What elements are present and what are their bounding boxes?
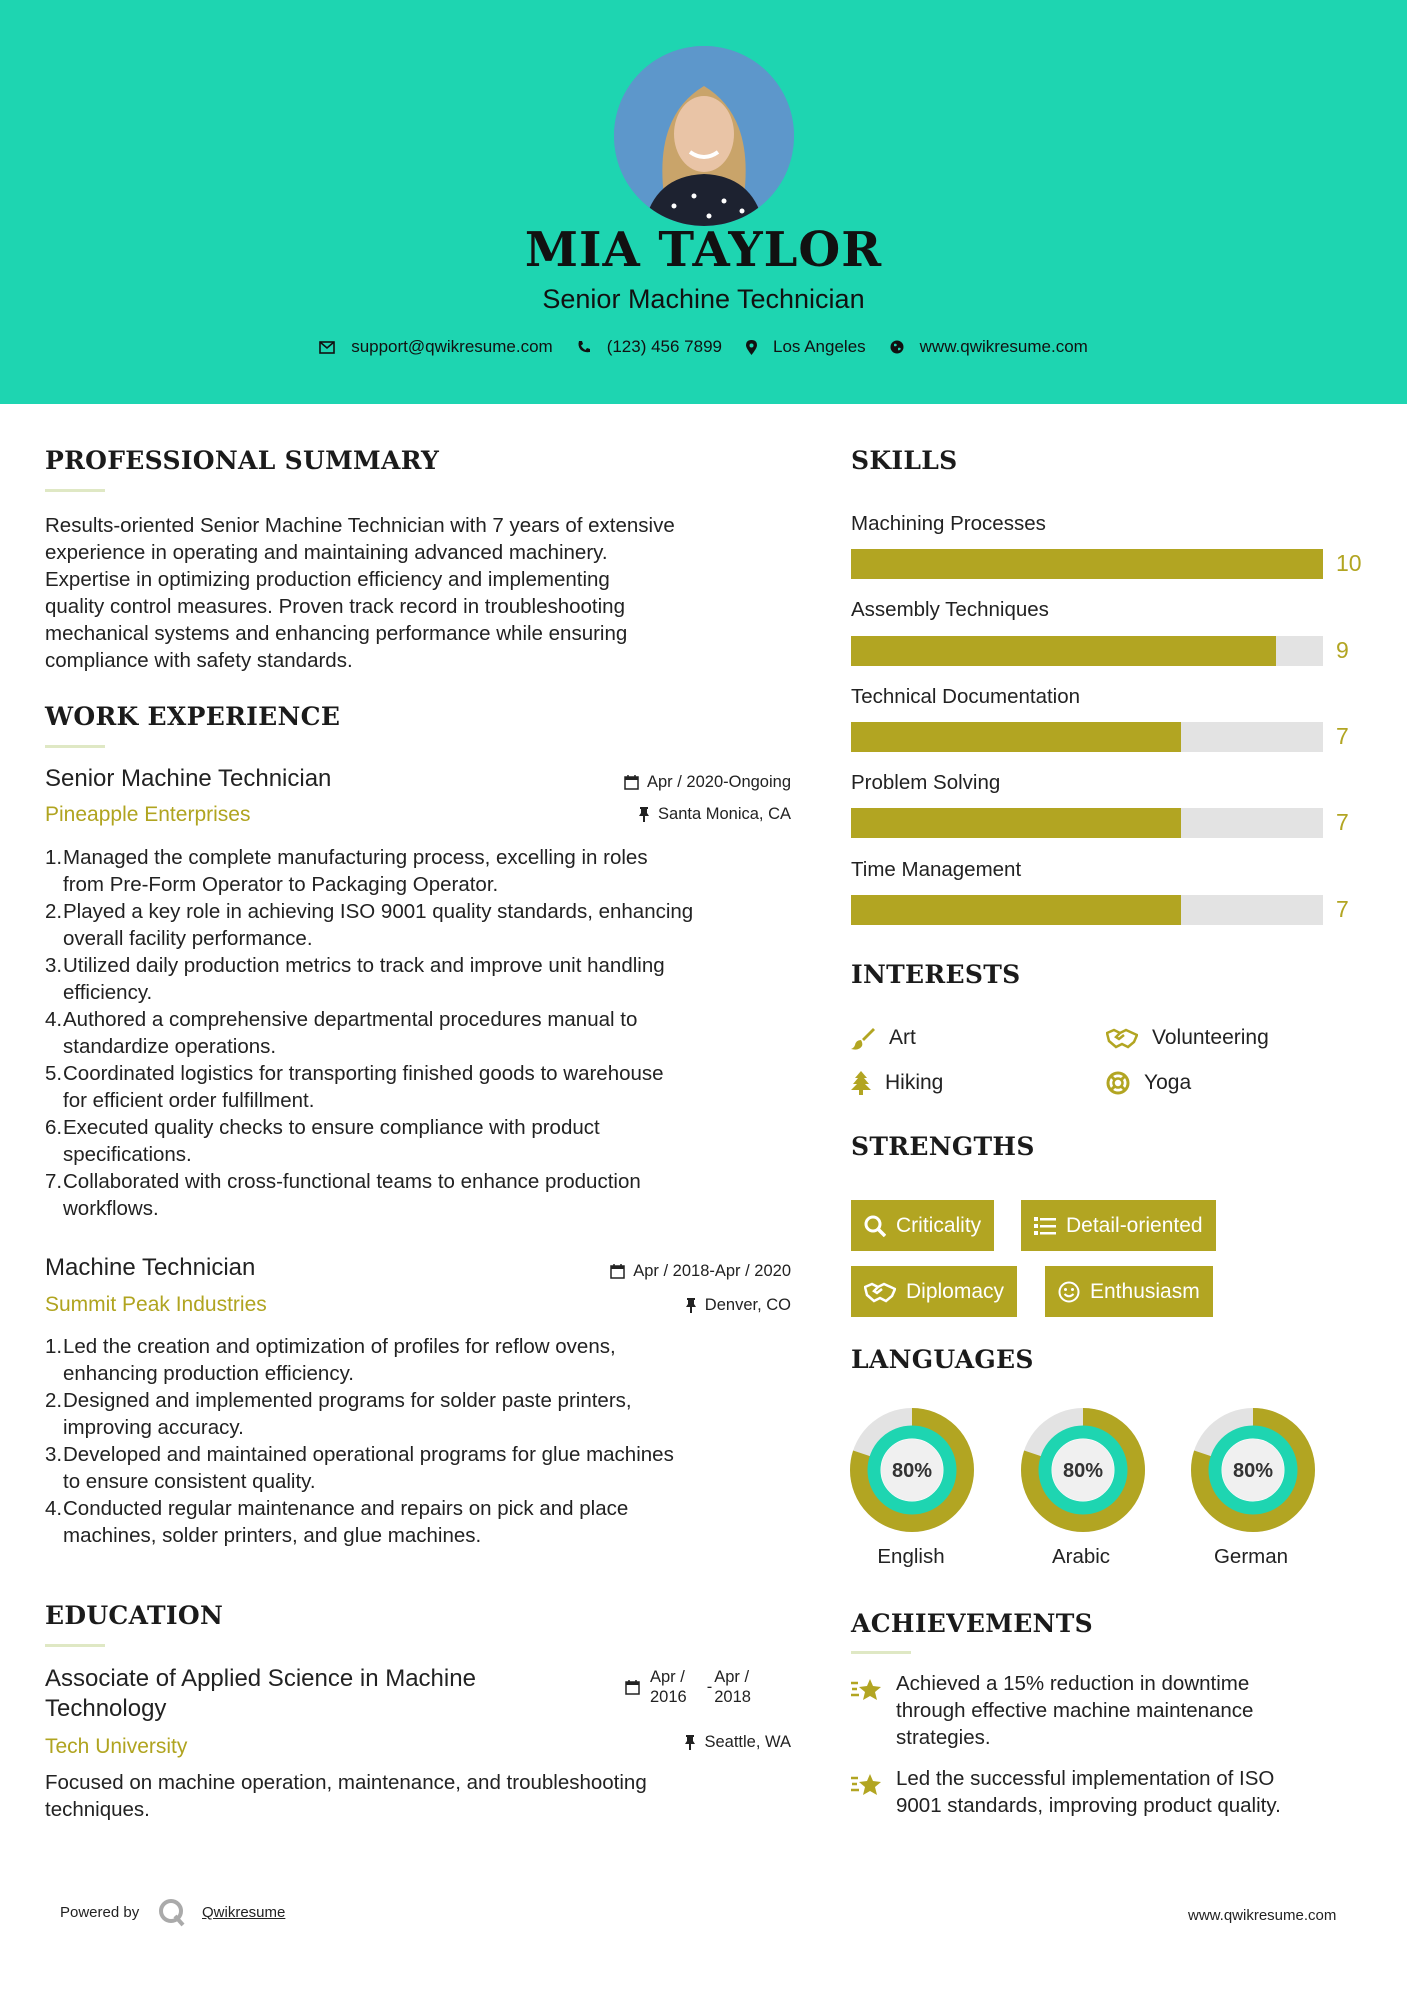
- list-number: 2.: [45, 900, 63, 923]
- summary-text: [45, 512, 675, 674]
- smile-icon: [1058, 1281, 1080, 1303]
- search-icon: [864, 1215, 886, 1237]
- language-percent: 80%: [1232, 1460, 1274, 1482]
- list-item: [45, 1168, 795, 1222]
- calendar-icon: [624, 775, 639, 790]
- summary-line: Results-oriented Senior Machine Technician with 7 years of extensive: [45, 514, 675, 537]
- skill-name: Time Management: [851, 858, 1022, 881]
- handshake-icon: [864, 1281, 896, 1303]
- list-line: Utilized daily production metrics to track and improve unit handling: [63, 954, 665, 977]
- list-item: [45, 844, 795, 898]
- degree-line: Associate of Applied Science in Machine: [45, 1665, 476, 1692]
- handshake-icon: [1106, 1027, 1138, 1049]
- education-start-line: 2016: [650, 1688, 687, 1706]
- star-icon: [851, 1772, 883, 1798]
- list-number: 7.: [45, 1170, 63, 1193]
- list-line: for efficient order fulfillment.: [63, 1089, 315, 1112]
- skill-bar: [851, 895, 1323, 925]
- phone-icon: [577, 340, 591, 354]
- achievements-divider: [851, 1651, 911, 1654]
- strength-chip: [851, 1266, 1017, 1317]
- skill-name: Machining Processes: [851, 512, 1046, 535]
- summary-line: mechanical systems and enhancing performance while ensuring: [45, 622, 628, 645]
- candidate-role: Senior Machine Technician: [542, 284, 865, 314]
- interest-label: Volunteering: [1152, 1026, 1269, 1049]
- interest-item: [1106, 1071, 1191, 1095]
- list-line: efficiency.: [63, 981, 153, 1004]
- list-line: Executed quality checks to ensure compliance with product: [63, 1116, 600, 1139]
- achievement-line: through effective machine maintenance: [896, 1699, 1254, 1722]
- skill-value: 7: [1336, 723, 1349, 749]
- list-line: overall facility performance.: [63, 927, 313, 950]
- contact-phone-text: (123) 456 7899: [606, 337, 723, 356]
- language-donut: [1021, 1408, 1145, 1532]
- strengths-title: STRENGTHS: [851, 1132, 1035, 1161]
- job-company: Summit Peak Industries: [45, 1293, 267, 1316]
- achievement-line: 9001 standards, improving product quality.: [896, 1794, 1281, 1817]
- interest-item: [851, 1071, 943, 1095]
- date-separator: -: [706, 1678, 713, 1696]
- calendar-icon: [610, 1264, 625, 1279]
- skill-bar: [851, 722, 1323, 752]
- strength-label: Criticality: [896, 1213, 982, 1237]
- list-line: Developed and maintained operational programs for glue machines: [63, 1443, 674, 1466]
- summary-line: Expertise in optimizing production efficiency and implementing: [45, 568, 610, 591]
- qwikresume-link[interactable]: Qwikresume: [202, 1904, 286, 1921]
- achievement-line: Achieved a 15% reduction in downtime: [896, 1672, 1250, 1695]
- list-number: 6.: [45, 1116, 63, 1139]
- job-date-text: Apr / 2018-Apr / 2020: [633, 1262, 791, 1280]
- job-date: [500, 773, 791, 792]
- list-number: 1.: [45, 1335, 63, 1358]
- list-line: machines, solder printers, and glue machines.: [63, 1524, 482, 1547]
- skill-value: 7: [1336, 896, 1349, 922]
- education-divider: [45, 1644, 105, 1647]
- education-description: [45, 1769, 805, 1823]
- interest-label: Art: [889, 1026, 916, 1049]
- education-location: [500, 1733, 791, 1752]
- pushpin-icon: [684, 1735, 696, 1750]
- education-description-line: Focused on machine operation, maintenance, and troubleshooting: [45, 1771, 647, 1794]
- education-description-line: techniques.: [45, 1798, 150, 1821]
- lifebuoy-icon: [1106, 1071, 1130, 1095]
- list-line: improving accuracy.: [63, 1416, 244, 1439]
- star-icon: [851, 1677, 883, 1703]
- experience-divider: [45, 745, 105, 748]
- achievement-text: [896, 1670, 1376, 1751]
- contact-website[interactable]: [890, 337, 1088, 357]
- strength-label: Diplomacy: [906, 1279, 1005, 1303]
- education-end: [714, 1667, 751, 1707]
- interest-label: Hiking: [885, 1071, 944, 1094]
- contact-email-text: support@qwikresume.com: [351, 337, 553, 356]
- job-location-text: Santa Monica, CA: [658, 805, 791, 823]
- summary-line: experience in operating and maintaining advanced machinery.: [45, 541, 608, 564]
- contact-bar: [0, 337, 1407, 357]
- list-line: enhancing production efficiency.: [63, 1362, 354, 1385]
- resume-header: [0, 0, 1407, 404]
- degree-title: [45, 1664, 476, 1724]
- job-company: Pineapple Enterprises: [45, 803, 251, 826]
- list-item: [45, 1060, 795, 1114]
- list-line: Managed the complete manufacturing process, excelling in roles: [63, 846, 648, 869]
- summary-line: compliance with safety standards.: [45, 649, 353, 672]
- achievement-line: Led the successful implementation of ISO: [896, 1767, 1275, 1790]
- skill-value: 10: [1336, 550, 1362, 576]
- list-number: 3.: [45, 1443, 63, 1466]
- skill-value: 9: [1336, 637, 1349, 663]
- list-line: Conducted regular maintenance and repairs on pick and place: [63, 1497, 629, 1520]
- list-line: standardize operations.: [63, 1035, 277, 1058]
- list-number: 1.: [45, 846, 63, 869]
- pushpin-icon: [685, 1298, 697, 1313]
- list-line: Played a key role in achieving ISO 9001 quality standards, enhancing: [63, 900, 694, 923]
- strength-chip: [1021, 1200, 1216, 1251]
- summary-line: quality control measures. Proven track record in troubleshooting: [45, 595, 625, 618]
- skill-bar: [851, 808, 1323, 838]
- contact-location: [746, 337, 866, 357]
- job-date-text: Apr / 2020-Ongoing: [646, 773, 791, 791]
- list-item: [45, 1333, 795, 1387]
- job-duties: [45, 1333, 795, 1549]
- education-end-line: Apr /: [714, 1668, 750, 1686]
- list-line: workflows.: [63, 1197, 159, 1220]
- footer-url[interactable]: www.qwikresume.com: [1188, 1907, 1337, 1924]
- envelope-icon: [319, 341, 335, 354]
- degree-line: Technology: [45, 1695, 167, 1722]
- skill-bar-fill: [851, 549, 1323, 579]
- summary-title: PROFESSIONAL SUMMARY: [45, 446, 440, 475]
- job-location-text: Denver, CO: [704, 1296, 791, 1314]
- education-dates: [625, 1667, 751, 1707]
- education-end-line: 2018: [714, 1688, 751, 1706]
- candidate-name: MIA TAYLOR: [524, 222, 883, 278]
- contact-email[interactable]: [319, 337, 553, 357]
- list-line: Led the creation and optimization of profiles for reflow ovens,: [63, 1335, 616, 1358]
- list-number: 5.: [45, 1062, 63, 1085]
- contact-phone[interactable]: [577, 337, 722, 357]
- experience-title: WORK EXPERIENCE: [45, 702, 341, 731]
- list-item: [45, 1114, 795, 1168]
- list-line: Authored a comprehensive departmental procedures manual to: [63, 1008, 638, 1031]
- profile-photo: [614, 46, 794, 226]
- strength-label: Detail-oriented: [1066, 1213, 1203, 1237]
- list-line: Collaborated with cross-functional teams to enhance production: [63, 1170, 641, 1193]
- language-percent: 80%: [891, 1460, 933, 1482]
- job-duties: [45, 844, 795, 1222]
- summary-divider: [45, 489, 105, 492]
- education-start: [650, 1667, 687, 1707]
- skill-bar-fill: [851, 895, 1181, 925]
- language-percent: 80%: [1062, 1460, 1104, 1482]
- job-title: Senior Machine Technician: [45, 765, 332, 792]
- language-donut: [1191, 1408, 1315, 1532]
- language-donut: [850, 1408, 974, 1532]
- list-item: [45, 1006, 795, 1060]
- list-item: [45, 952, 795, 1006]
- list-icon: [1034, 1216, 1056, 1236]
- interest-label: Yoga: [1144, 1071, 1192, 1094]
- map-pin-icon: [746, 340, 757, 355]
- paintbrush-icon: [851, 1026, 875, 1050]
- calendar-icon: [625, 1680, 640, 1695]
- skill-name: Problem Solving: [851, 771, 1001, 794]
- education-title: EDUCATION: [45, 1601, 224, 1630]
- job-location: [500, 805, 791, 824]
- qwikresume-logo-icon: [158, 1898, 186, 1928]
- powered-by-text: Powered by: [60, 1904, 140, 1921]
- job-date: [500, 1262, 791, 1281]
- list-item: [45, 1441, 795, 1495]
- strength-label: Enthusiasm: [1090, 1279, 1200, 1303]
- job-title: Machine Technician: [45, 1254, 256, 1281]
- education-start-line: Apr /: [650, 1668, 685, 1686]
- list-line: Designed and implemented programs for solder paste printers,: [63, 1389, 632, 1412]
- school-name: Tech University: [45, 1735, 188, 1758]
- contact-location-text: Los Angeles: [773, 337, 866, 356]
- language-name: German: [1213, 1545, 1289, 1568]
- list-item: [45, 1387, 795, 1441]
- skill-bar: [851, 549, 1323, 579]
- list-number: 4.: [45, 1497, 63, 1520]
- skill-bar-fill: [851, 808, 1181, 838]
- strength-chip: [851, 1200, 994, 1251]
- pushpin-icon: [638, 807, 650, 822]
- skill-bar: [851, 636, 1323, 666]
- list-line: to ensure consistent quality.: [63, 1470, 316, 1493]
- interest-item: [1106, 1026, 1269, 1050]
- education-location-text: Seattle, WA: [704, 1733, 791, 1751]
- language-name: Arabic: [1051, 1545, 1111, 1568]
- skill-name: Technical Documentation: [851, 685, 1081, 708]
- skill-value: 7: [1336, 809, 1349, 835]
- achievement-line: strategies.: [896, 1726, 991, 1749]
- list-item: [45, 898, 795, 952]
- list-item: [45, 1495, 795, 1549]
- list-number: 2.: [45, 1389, 63, 1412]
- job-location: [500, 1296, 791, 1315]
- language-name: English: [877, 1545, 945, 1568]
- interest-item: [851, 1026, 916, 1050]
- list-number: 3.: [45, 954, 63, 977]
- achievement-text: [896, 1765, 1376, 1819]
- skill-name: Assembly Techniques: [851, 598, 1049, 621]
- tree-icon: [851, 1071, 871, 1095]
- skill-bar-fill: [851, 636, 1276, 666]
- achievements-title: ACHIEVEMENTS: [851, 1609, 1093, 1638]
- skills-title: SKILLS: [851, 446, 958, 475]
- skill-bar-fill: [851, 722, 1181, 752]
- languages-title: LANGUAGES: [851, 1345, 1034, 1374]
- strength-chip: [1045, 1266, 1213, 1317]
- contact-website-text: www.qwikresume.com: [919, 337, 1088, 356]
- list-line: Coordinated logistics for transporting finished goods to warehouse: [63, 1062, 664, 1085]
- list-line: specifications.: [63, 1143, 192, 1166]
- globe-icon: [890, 340, 904, 354]
- interests-title: INTERESTS: [851, 960, 1021, 989]
- list-line: from Pre-Form Operator to Packaging Operator.: [63, 873, 499, 896]
- list-number: 4.: [45, 1008, 63, 1031]
